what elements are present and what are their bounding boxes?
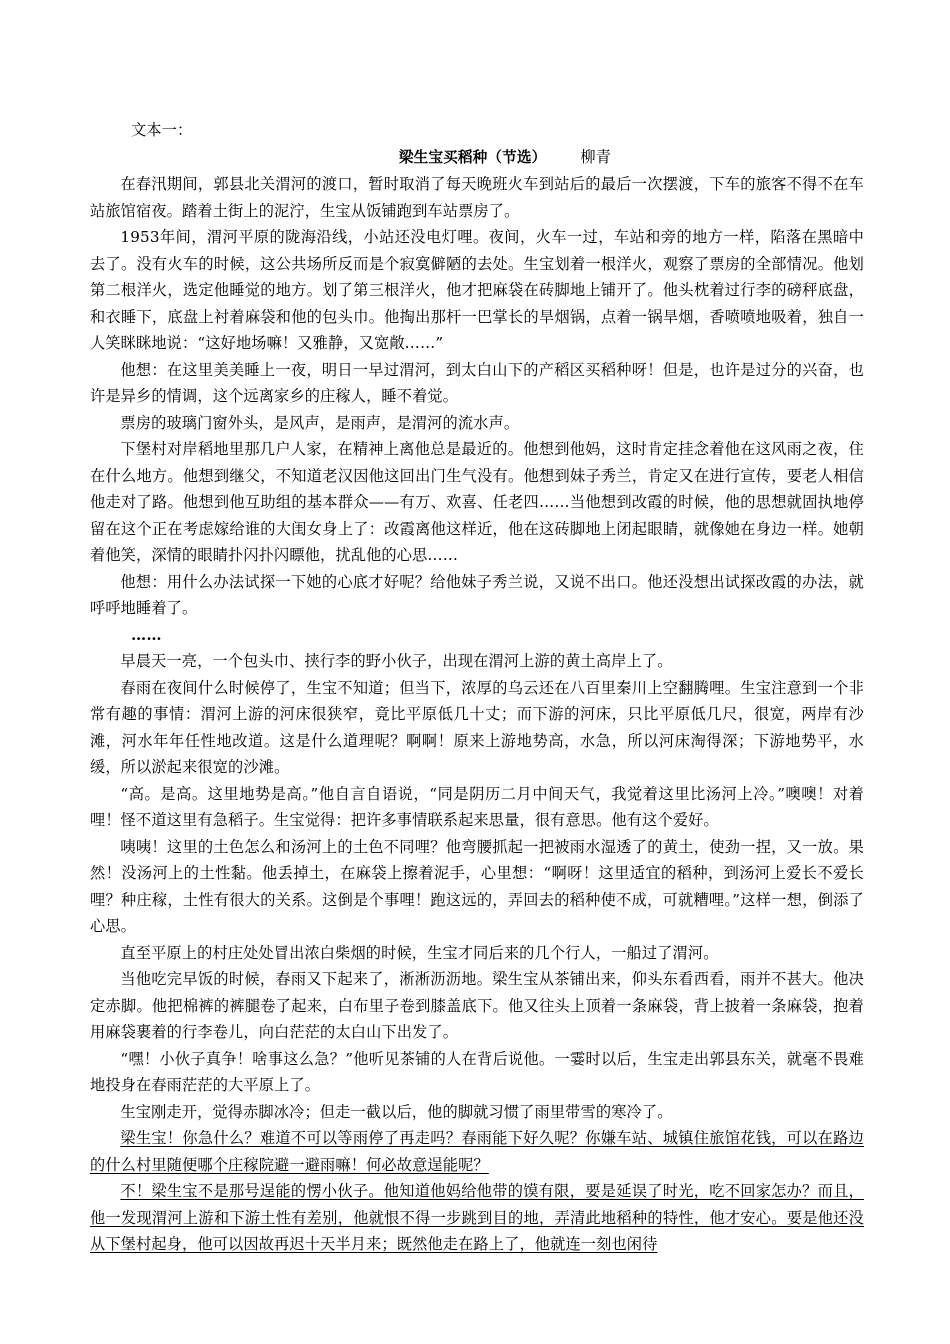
underlined-paragraph bbox=[90, 1125, 864, 1178]
paragraph: 下堡村对岸稻地里那几户人家，在精神上离他总是最近的。他想到他妈，这时肯定挂念着他在这风雨之夜，住在什么地方。他想到继父，不知道老汉因他这回出门生气没有。他想到妹子秀兰，肯定又在进行宣传，要老人相信他走对了路。他想到他互助组的基本群众——有万、欢喜、任老四……当他想到改霞的时候，他的思想就固执地停留在这个正在考虑嫁给谁的大闺女身上了：改霞离他这样近，他在这砖脚地上闭起眼睛，就像她在身边一样。她朝着他笑，深情的眼睛扑闪扑闪瞟他，扰乱他的心思…… bbox=[90, 440, 864, 564]
article-author: 柳青 bbox=[580, 147, 612, 166]
paragraph: “嘿！小伙子真争！啥事这么急？”他听见茶铺的人在背后说他。一霎时以后，生宝走出郭县东关，就毫不畏难地投身在春雨茫茫的大平原上了。 bbox=[90, 1049, 864, 1094]
underlined-paragraph bbox=[90, 1178, 864, 1258]
underlined-text: 梁生宝！你急什么？难道不可以等雨停了再走吗？春雨能下好久呢？你嫌车站、城镇住旅馆花钱，可以在路边的什么村里随便哪个庄稼院避一避雨嘛！何必故意逞能呢？ bbox=[90, 1129, 864, 1174]
paragraph: 早晨天一亮，一个包头巾、挟行李的野小伙子，出现在渭河上游的黄土高岸上了。 bbox=[120, 652, 673, 670]
paragraph: 当他吃完早饭的时候，春雨又下起来了，淅淅沥沥地。梁生宝从茶铺出来，仰头东看西看，雨并不甚大。他决定赤脚。他把棉裤的裤腿卷了起来，白布里子卷到膝盖底下。他又往头上顶着一条麻袋，背上披着一条麻袋，抱着用麻袋裹着的行李卷儿，向白茫茫的太白山下出发了。 bbox=[90, 970, 864, 1041]
underlined-text: 不！梁生宝不是那号逞能的愣小伙子。他知道他妈给他带的馍有限，要是延误了时光，吃不回家怎办？而且，他一发现渭河上游和下游土性有差别，他就恨不得一步跳到目的地，弄清此地稻种的特性，他才安心。要是他还没从下堡村起身，他可以因故再迟十天半月来；既然他走在路上了，他就连一刻也闲待 bbox=[90, 1182, 864, 1253]
paragraph: 票房的玻璃门窗外头，是风声，是雨声，是渭河的流水声。 bbox=[120, 413, 520, 432]
section-ellipsis: …… bbox=[131, 625, 162, 644]
article-title: 梁生宝买稻种（节选） bbox=[398, 148, 547, 166]
document-page bbox=[90, 117, 864, 1258]
paragraph: 春雨在夜间什么时候停了，生宝不知道；但当下，浓厚的乌云还在八百里秦川上空翻腾哩。生宝注意到一个非常有趣的事情：渭河上游的河床很狭窄，竟比平原低几十丈；而下游的河床，只比平原低几尺，很宽，两岸有沙滩，河水年年任性地改道。这是什么道理呢？啊啊！原来上游地势高，水急，所以河床淘得深；下游地势平，水缓，所以淤起来很宽的沙滩。 bbox=[90, 678, 864, 776]
paragraph: 生宝刚走开，觉得赤脚冰冷；但走一截以后，他的脚就习惯了雨里带雪的寒冷了。 bbox=[120, 1102, 673, 1121]
paragraph: 他想：用什么办法试探一下她的心底才好呢？给他妹子秀兰说，又说不出口。他还没想出试探改霞的办法，就呼呼地睡着了。 bbox=[90, 572, 864, 617]
paragraph: 直至平原上的村庄处处冒出浓白柴烟的时候，生宝才同后来的几个行人，一船过了渭河。 bbox=[120, 943, 719, 962]
paragraph: 在春汛期间，郭县北关渭河的渡口，暂时取消了每天晚班火车到站后的最后一次摆渡，下车的旅客不得不在车站旅馆宿夜。踏着土街上的泥泞，生宝从饭铺跑到车站票房了。 bbox=[90, 175, 864, 220]
title-line bbox=[90, 144, 864, 172]
paragraph: “高。是高。这里地势是高。”他自言自语说，“同是阴历二月中间天气，我觉着这里比汤河上冷。”噢噢！对着哩！怪不道这里有急稻子。生宝觉得：把许多事情联系起来思量，很有意思。他有这个爱好。 bbox=[90, 784, 864, 829]
paragraph: 咦咦！这里的土色怎么和汤河上的土色不同哩？他弯腰抓起一把被雨水湿透了的黄土，使劲一捏，又一放。果然！没汤河上的土性黏。他丢掉土，在麻袋上擦着泥手，心里想：“啊呀！这里适宜的稻种，到汤河上爱长不爱长哩？种庄稼，土性有很大的关系。这倒是个事哩！跑这远的，弄回去的稻种使不成，可就糟哩。”这样一想，倒添了心思。 bbox=[90, 837, 864, 935]
text-label: 文本一： bbox=[131, 121, 193, 139]
paragraph: 他想：在这里美美睡上一夜，明日一早过渭河，到太白山下的产稻区买稻种呀！但是，也许是过分的兴奋，也许是异乡的情调，这个远离家乡的庄稼人，睡不着觉。 bbox=[90, 360, 864, 405]
paragraph: 1953年间，渭河平原的陇海沿线，小站还没电灯哩。夜间，火车一过，车站和旁的地方一样，陷落在黑暗中去了。没有火车的时候，这公共场所反而是个寂寞僻陋的去处。生宝划着一根洋火，观察了票房的全部情况。他划第二根洋火，选定他睡觉的地方。划了第三根洋火，他才把麻袋在砖脚地上铺开了。他头枕着过行李的磅秤底盘，和衣睡下，底盘上衬着麻袋和他的包头巾。他掏出那杆一巴掌长的旱烟锅，点着一锅旱烟，香喷喷地吸着，独自一人笑眯眯地说：“这好地场嘛！又雅静，又宽敞……” bbox=[90, 228, 864, 352]
